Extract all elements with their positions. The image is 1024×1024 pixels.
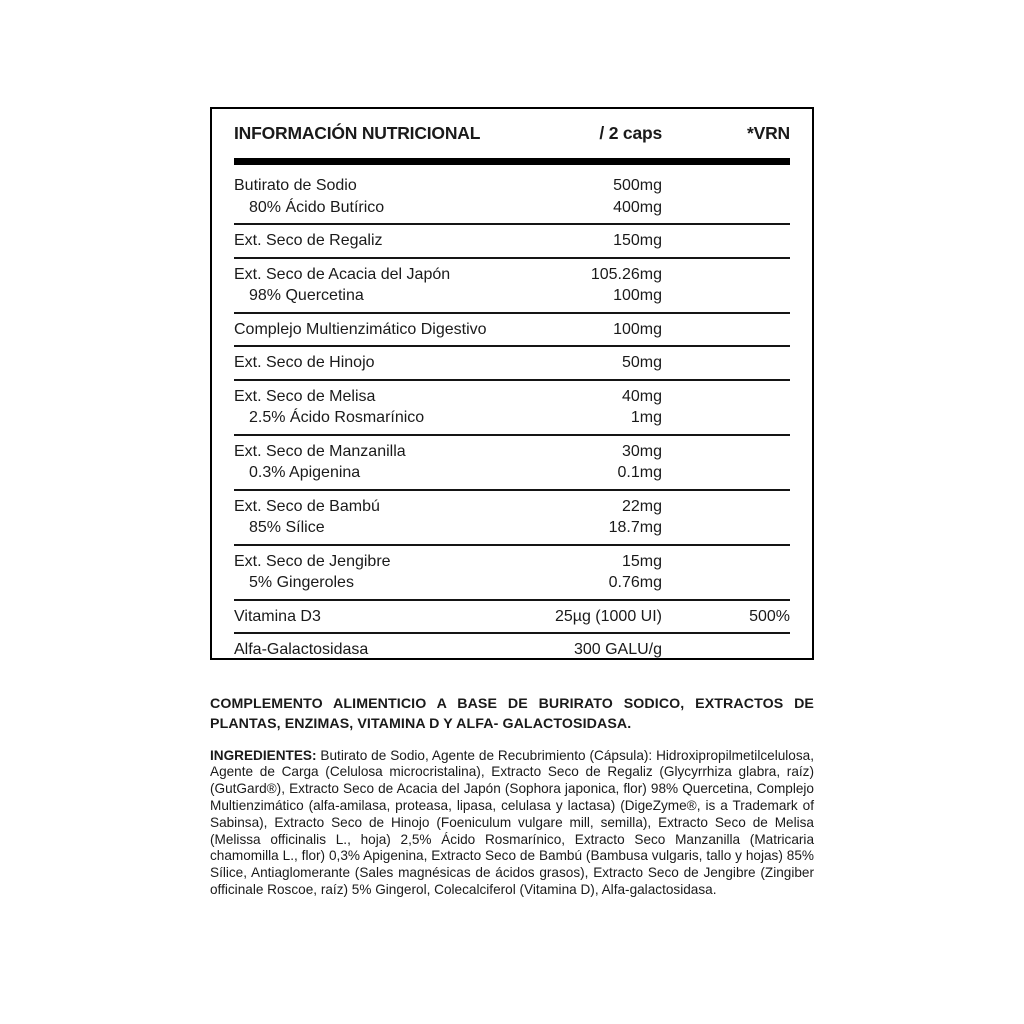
ingredient-name: 85% Sílice	[249, 519, 325, 536]
ingredient-line	[234, 606, 790, 628]
amount-value: 25µg (1000 UI)	[554, 607, 662, 625]
table-row	[234, 165, 790, 225]
amount-value: 22mg	[621, 497, 662, 515]
amount-value: 150mg	[613, 232, 662, 249]
amount-value: 100mg	[613, 320, 662, 338]
table-row	[234, 491, 790, 546]
ingredient-name: Vitamina D3	[234, 607, 321, 625]
ingredient-name: Ext. Seco de Regaliz	[234, 232, 383, 249]
ingredient-line	[234, 319, 790, 341]
amount-value: 15mg	[621, 552, 662, 570]
amount-value: 400mg	[613, 198, 662, 216]
vrn-value	[662, 285, 790, 307]
table-row	[234, 601, 790, 635]
serving-size: / 2 caps	[599, 123, 662, 143]
vrn-value	[662, 517, 790, 539]
vrn-value	[662, 441, 790, 463]
ingredient-name: 98% Quercetina	[249, 287, 364, 304]
amount-value: 50mg	[621, 354, 662, 371]
sub-ingredient-line	[234, 462, 790, 484]
ingredient-line	[234, 352, 790, 374]
ingredients-text: Butirato de Sodio, Agente de Recubrimiento (Cápsula): Hidroxipropilmetilcelulosa, Agente de Carga (Celulosa microcristalina), Extracto Seco de Regaliz (Glycyrrhiza glabra, raíz) (GutGard®), Extracto Seco de Acacia del Japón (Sophora japonica, flor) 98% Quercetina, Complejo Multienzimático (alfa-amilasa, proteasa, lipasa, celulasa y lactasa) (DigeZyme®, is a Trademark of Sabinsa), Extracto Seco de Hinojo (Foeniculum vulgare mill, semilla), Extracto Seco de Melisa (Melissa officinalis L., hoja) 2,5% Ácido Rosmarínico, Extracto Seco Manzanilla (Matricaria chamomilla L., flor) 0,3% Apigenina, Extracto Seco de Bambú (Bambusa vulgaris, tallo y hojas) 85% Sílice, Antiaglomerante (Sales magnésicas de ácidos grasos), Extracto Seco de Jengibre (Zingiber officinale Roscoe, raíz) 5% Gingerol, Colecalciferol (Vitamina D), Alfa-galactosidasa.	[210, 747, 814, 897]
ingredient-line	[234, 551, 790, 573]
ingredients-paragraph	[210, 748, 814, 899]
vrn-value	[662, 407, 790, 429]
vrn-value	[662, 462, 790, 484]
vrn-value	[662, 175, 790, 197]
ingredient-line	[234, 230, 790, 252]
ingredient-name: Ext. Seco de Hinojo	[234, 354, 375, 371]
ingredient-name: 2.5% Ácido Rosmarínico	[249, 409, 425, 426]
table-row	[234, 225, 790, 259]
vrn-value	[662, 386, 790, 408]
vrn-value	[662, 551, 790, 573]
vrn-value: 500%	[749, 607, 790, 625]
ingredient-name: Complejo Multienzimático Digestivo	[234, 320, 487, 338]
amount-value: 18.7mg	[608, 519, 662, 536]
ingredient-name: Ext. Seco de Acacia del Japón	[234, 265, 451, 283]
ingredient-line	[234, 264, 790, 286]
product-description: COMPLEMENTO ALIMENTICIO A BASE DE BURIRATO SODICO, EXTRACTOS DE PLANTAS, ENZIMAS, VITAMINA D Y ALFA- GALACTOSIDASA.	[210, 696, 814, 732]
table-row	[234, 634, 790, 675]
sub-ingredient-line	[234, 517, 790, 539]
ingredients-label: INGREDIENTES:	[210, 747, 317, 763]
vrn-value	[662, 572, 790, 594]
vrn-value	[662, 230, 790, 252]
ingredient-line	[234, 386, 790, 408]
amount-value: 1mg	[630, 409, 662, 426]
vrn-value	[662, 319, 790, 341]
vrn-value	[662, 496, 790, 518]
amount-value: 100mg	[613, 287, 662, 304]
vrn-value	[662, 352, 790, 374]
vrn-value	[662, 197, 790, 219]
nutrition-rows	[234, 165, 790, 675]
ingredient-name: Ext. Seco de Melisa	[234, 387, 376, 405]
table-row	[234, 259, 790, 314]
table-row	[234, 314, 790, 348]
sub-ingredient-line	[234, 285, 790, 307]
nutrition-header	[234, 109, 790, 158]
header-divider-bar	[234, 158, 790, 165]
amount-value: 30mg	[621, 442, 662, 460]
nutrition-facts-box	[210, 107, 814, 660]
ingredient-name: Alfa-Galactosidasa	[234, 641, 369, 658]
sub-ingredient-line	[234, 572, 790, 594]
ingredient-name: 80% Ácido Butírico	[249, 198, 385, 216]
ingredient-line	[234, 639, 790, 661]
table-row	[234, 381, 790, 436]
ingredient-name: Ext. Seco de Jengibre	[234, 552, 391, 570]
amount-value: 0.1mg	[617, 464, 662, 481]
ingredient-line	[234, 175, 790, 197]
ingredient-line	[234, 441, 790, 463]
amount-value: 40mg	[621, 387, 662, 405]
ingredient-name: Butirato de Sodio	[234, 177, 357, 194]
ingredient-name: Ext. Seco de Bambú	[234, 497, 380, 515]
sub-ingredient-line	[234, 197, 790, 219]
amount-value: 300 GALU/g	[573, 641, 662, 658]
table-row	[234, 436, 790, 491]
table-row	[234, 347, 790, 381]
amount-value: 0.76mg	[608, 574, 662, 591]
sub-ingredient-line	[234, 407, 790, 429]
vrn-value	[662, 639, 790, 661]
amount-value: 500mg	[613, 177, 662, 194]
amount-value: 105.26mg	[590, 265, 662, 283]
vrn-column-header: *VRN	[747, 123, 790, 143]
ingredient-name: Ext. Seco de Manzanilla	[234, 442, 406, 460]
table-row	[234, 546, 790, 601]
vrn-value	[662, 264, 790, 286]
ingredient-name: 5% Gingeroles	[249, 574, 354, 591]
nutrition-title: INFORMACIÓN NUTRICIONAL	[234, 123, 481, 143]
ingredient-line	[234, 496, 790, 518]
ingredient-name: 0.3% Apigenina	[249, 464, 361, 481]
